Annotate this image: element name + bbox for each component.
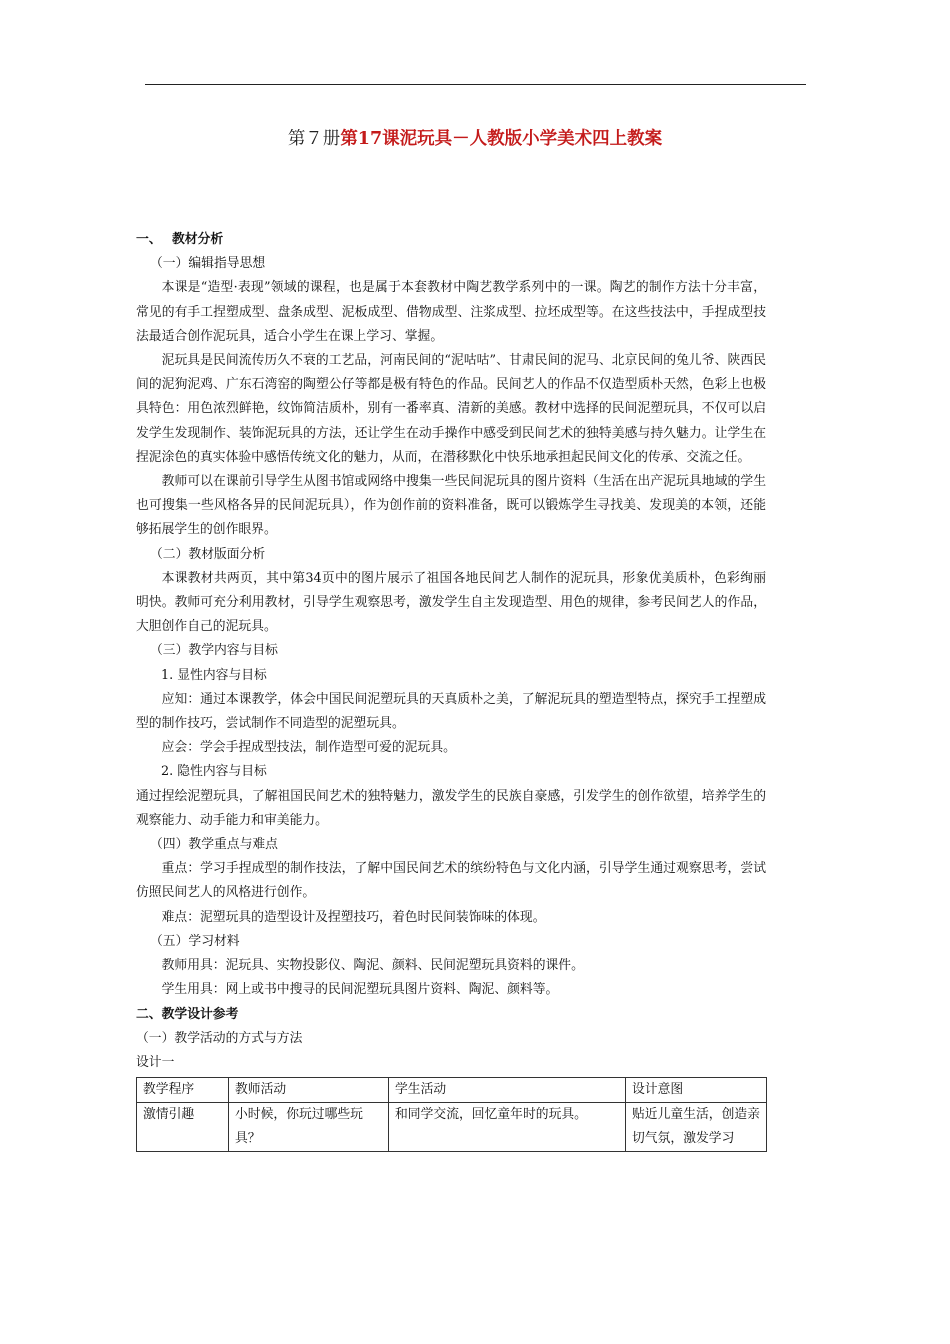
paragraph: 应知：通过本课教学，体会中国民间泥塑玩具的天真质朴之美，了解泥玩具的塑造型特点，探究手工捏塑成型的制作技巧，尝试制作不同造型的泥塑玩具。 [136,691,766,732]
design-label: 设计一 [136,1054,175,1070]
table-cell: 小时候，你玩过哪些玩具？ [229,1103,389,1152]
paragraph: 教师可以在课前引导学生从图书馆或网络中搜集一些民间泥玩具的图片资料（生活在出产泥玩具地域的学生也可搜集一些风格各异的民间泥玩具），作为创作前的资料准备，既可以锻炼学生寻找美、发现美的本领，还能够拓展学生的创作眼界。 [136,474,766,538]
paragraph: 教师用具：泥玩具、实物投影仪、陶泥、颜料、民间泥塑玩具资料的课件。 [161,958,584,974]
subheading-content-goals: （三）教学内容与目标 [150,643,278,659]
paragraph: 应会：学会手捏成型技法，制作造型可爱的泥玩具。 [161,740,456,756]
table-cell: 贴近儿童生活，创造亲切气氛，激发学习 [626,1103,767,1152]
table-cell: 和同学交流，回忆童年时的玩具。 [389,1103,626,1152]
design-table [136,1077,767,1152]
paragraph: 学生用具：网上或书中搜寻的民间泥塑玩具图片资料、陶泥、颜料等。 [161,982,559,998]
subheading-layout-analysis: （二）教材版面分析 [150,546,266,562]
page-title [0,128,950,150]
table-header: 教学程序 [137,1078,229,1103]
paragraph: 泥玩具是民间流传历久不衰的工艺品，河南民间的“泥咕咕”、甘肃民间的泥马、北京民间的兔儿爷、陕西民间的泥狗泥鸡、广东石湾窑的陶塑公仔等都是极有特色的作品。民间艺人的作品不仅造型质朴天然，色彩上也极具特色：用色浓烈鲜艳，纹饰简洁质朴，别有一番率真、清新的美感。教材中选择的民间泥塑玩具，不仅可以启发学生发现制作、装饰泥玩具的方法，还让学生在动手操作中感受到民间艺术的独特美感与持久魅力。让学生在捏泥涂色的真实体验中感悟传统文化的魅力，从而，在潜移默化中快乐地承担起民间文化的传承、交流之任。 [136,353,766,465]
subheading-key-points: （四）教学重点与难点 [150,837,278,853]
paragraph: 重点：学习手捏成型的制作技法，了解中国民间艺术的缤纷特色与文化内涵，引导学生通过观察思考，尝试仿照民间艺人的风格进行创作。 [136,861,766,901]
paragraph: 难点：泥塑玩具的造型设计及捏塑技巧，着色时民间装饰味的体现。 [161,909,546,925]
list-item-explicit: 1. 显性内容与目标 [161,667,267,683]
document-body [136,228,766,1152]
table-header-row [137,1078,767,1103]
paragraph: 本课教材共两页，其中第34页中的图片展示了祖国各地民间艺人制作的泥玩具，形象优美质朴，色彩绚丽明快。教师可充分利用教材，引导学生观察思考，激发学生自主发现造型、用色的规律，参考民间艺人的作品，大胆创作自己的泥玩具。 [136,570,766,635]
section1-heading-text: 教材分析 [172,232,224,247]
section1-heading [136,228,766,252]
table-header: 设计意图 [626,1078,767,1103]
title-main: 第17课泥玩具－人教版小学美术四上教案 [340,129,663,149]
table-header: 教师活动 [229,1078,389,1103]
subheading-edit-guidance: （一）编辑指导思想 [150,256,266,272]
list-item-implicit: 2. 隐性内容与目标 [161,764,267,780]
section2-heading: 二、教学设计参考 [136,1006,239,1022]
paragraph: 本课是“造型·表现”领域的课程，也是属于本套教材中陶艺教学系列中的一课。陶艺的制作方法十分丰富，常见的有手工捏塑成型、盘条成型、泥板成型、借物成型、注浆成型、拉坯成型等。在这些技法中，手捏成型技法最适合创作泥玩具，适合小学生在课上学习、掌握。 [136,280,766,344]
header-rule [145,84,806,85]
section1-number: 一、 [136,232,162,247]
table-row [137,1103,767,1152]
table-header: 学生活动 [389,1078,626,1103]
title-prefix: 第７册 [287,129,341,149]
table-cell: 激情引趣 [137,1103,229,1152]
paragraph: 通过捏绘泥塑玩具，了解祖国民间艺术的独特魅力，激发学生的民族自豪感，引发学生的创作欲望，培养学生的观察能力、动手能力和审美能力。 [136,788,766,828]
subheading-materials: （五）学习材料 [150,933,240,949]
subheading-activity-methods: （一）教学活动的方式与方法 [136,1030,303,1046]
